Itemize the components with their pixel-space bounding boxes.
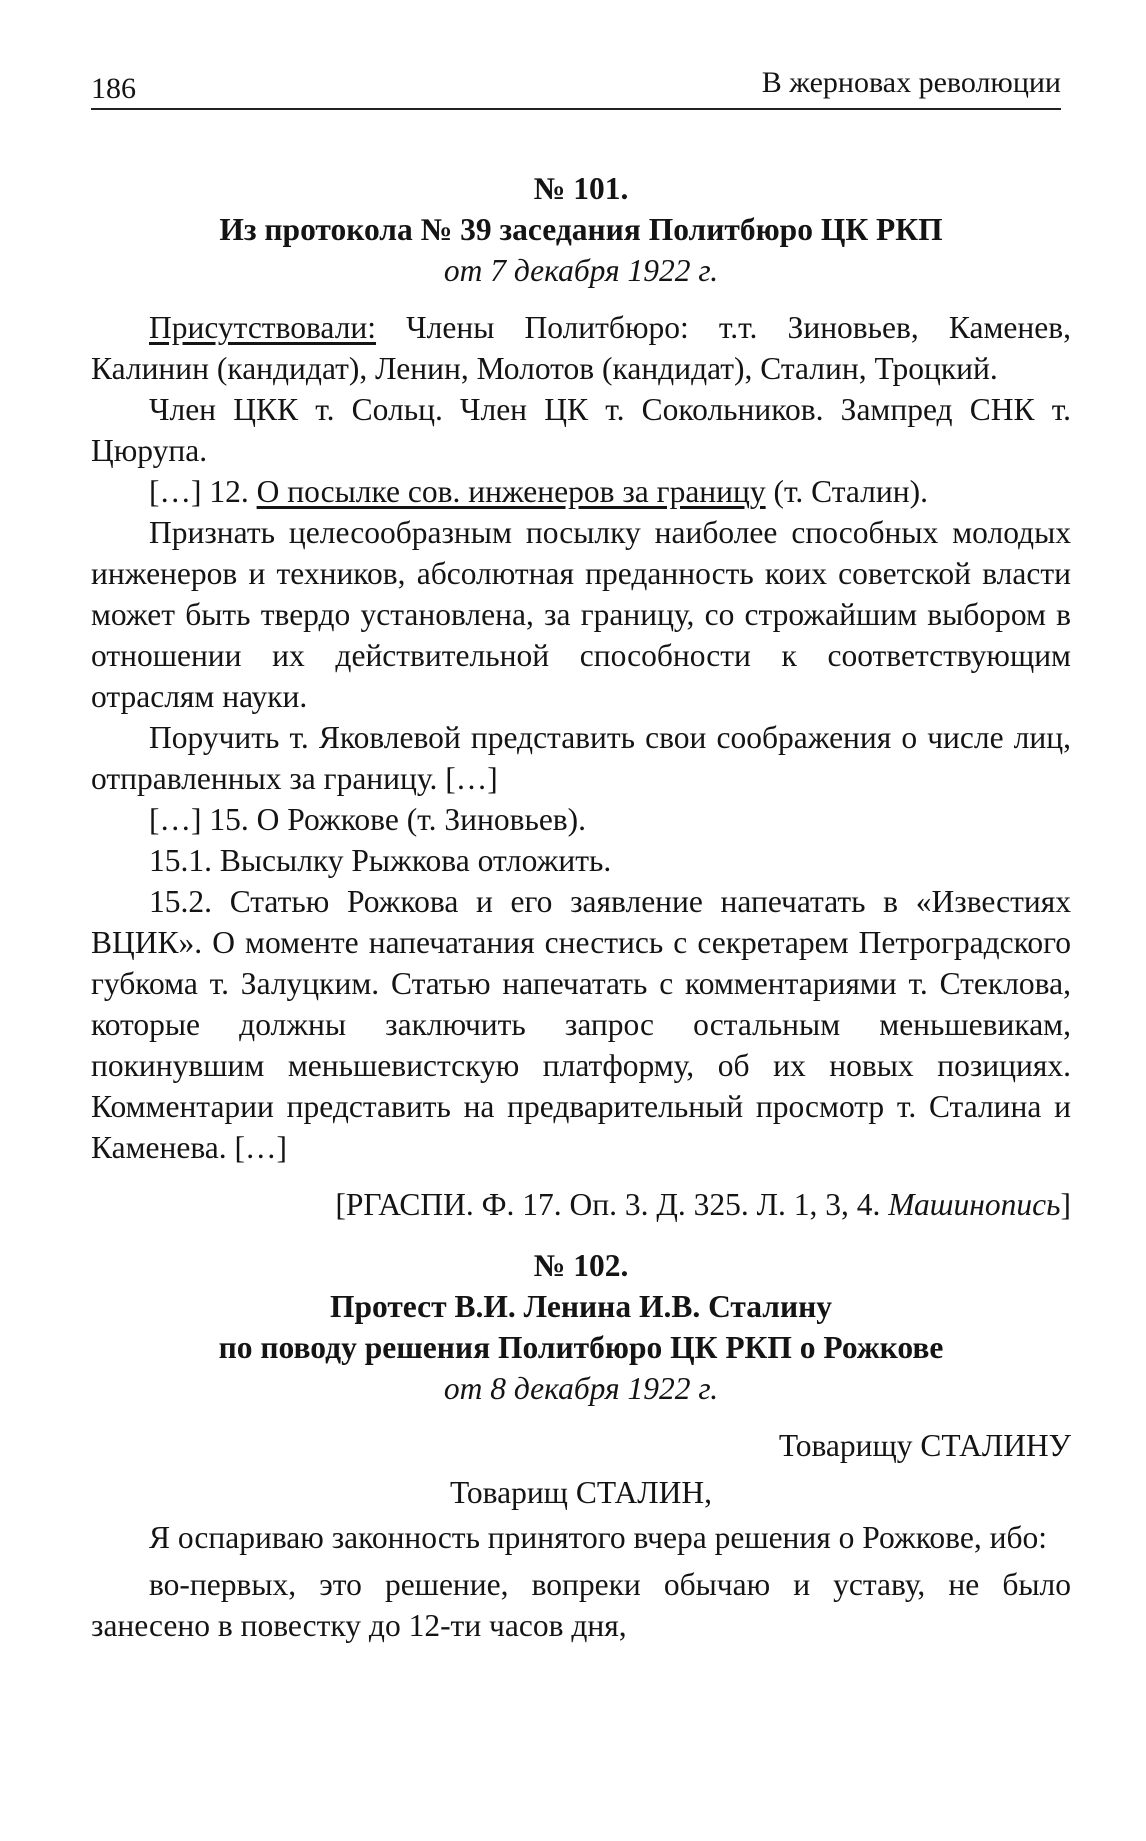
attendees-paragraph <box>91 307 1071 389</box>
running-title: В жерновах революции <box>761 66 1061 99</box>
doc-102-number: № 102. <box>533 1248 629 1283</box>
item-12 <box>91 471 1071 512</box>
letter-paragraph-2: во-первых, это решение, вопреки обычаю и уставу, не было занесено в повестку до 12-ти часов дня, <box>91 1567 1071 1643</box>
source-type: Машинопись <box>888 1187 1061 1222</box>
doc-102-title-line-1: Протест В.И. Ленина И.В. Сталину <box>329 1289 833 1324</box>
page-number: 186 <box>91 72 136 105</box>
members-paragraph: Член ЦКК т. Сольц. Член ЦК т. Сокольников. Зампред СНК т. Цюрупа. <box>91 392 1071 468</box>
doc-102-date: от 8 декабря 1922 г. <box>443 1371 719 1406</box>
addressee: Товарищу СТАЛИНУ <box>778 1428 1071 1463</box>
page-header <box>91 58 1061 110</box>
source-close: ] <box>1060 1187 1071 1222</box>
assignment-paragraph: Поручить т. Яковлевой представить свои соображения о числе лиц, отправленных за границу. […] <box>91 720 1071 796</box>
resolution-paragraph: Признать целесообразным посылку наиболее способных молодых инженеров и техников, абсолютная преданность коих советской власти может быть твердо установлена, за границу, со строжайшим выбором в отношении их действительной способности к соответствующим отраслям науки. <box>91 515 1071 714</box>
item-12-title: О посылке сов. инженеров за границу <box>256 474 766 509</box>
doc-101-number: № 101. <box>533 171 629 206</box>
salutation: Товарищ СТАЛИН, <box>450 1475 712 1510</box>
item-12-prefix: […] 12. <box>149 474 257 509</box>
doc-101-title: Из протокола № 39 заседания Политбюро ЦК РКП <box>219 212 943 247</box>
item-15-1: 15.1. Высылку Рыжкова отложить. <box>149 843 612 878</box>
letter-paragraph-1: Я оспариваю законность принятого вчера решения о Рожкове, ибо: <box>149 1520 1047 1555</box>
archive-source <box>91 1184 1071 1225</box>
doc-101-date: от 7 декабря 1922 г. <box>443 253 719 288</box>
item-15-2: 15.2. Статью Рожкова и его заявление напечатать в «Известиях ВЦИК». О моменте напечатания снестись с секретарем Петроградского губкома т. Залуцким. Статью напечатать с комментариями т. Стеклова, которые должны заключить запрос остальным меньшевикам, покинувшим меньшевистскую платформу, об их новых позициях. Комментарии представить на предварительный просмотр т. Сталина и Каменева. […] <box>91 884 1071 1165</box>
attendees-label: Присутствовали: <box>149 310 377 345</box>
attendees-text: Члены Политбюро: т.т. Зиновьев, Каменев, Калинин (кандидат), Ленин, Молотов (кандидат), Сталин, Троцкий. <box>91 310 1071 386</box>
item-15: […] 15. О Рожкове (т. Зиновьев). <box>149 802 587 837</box>
page-body <box>91 168 1071 1646</box>
doc-102-title-line-2: по поводу решения Политбюро ЦК РКП о Рожкове <box>218 1330 944 1365</box>
item-12-suffix: (т. Сталин). <box>765 474 928 509</box>
source-text: [РГАСПИ. Ф. 17. Оп. 3. Д. 325. Л. 1, 3, 4. <box>335 1187 889 1222</box>
